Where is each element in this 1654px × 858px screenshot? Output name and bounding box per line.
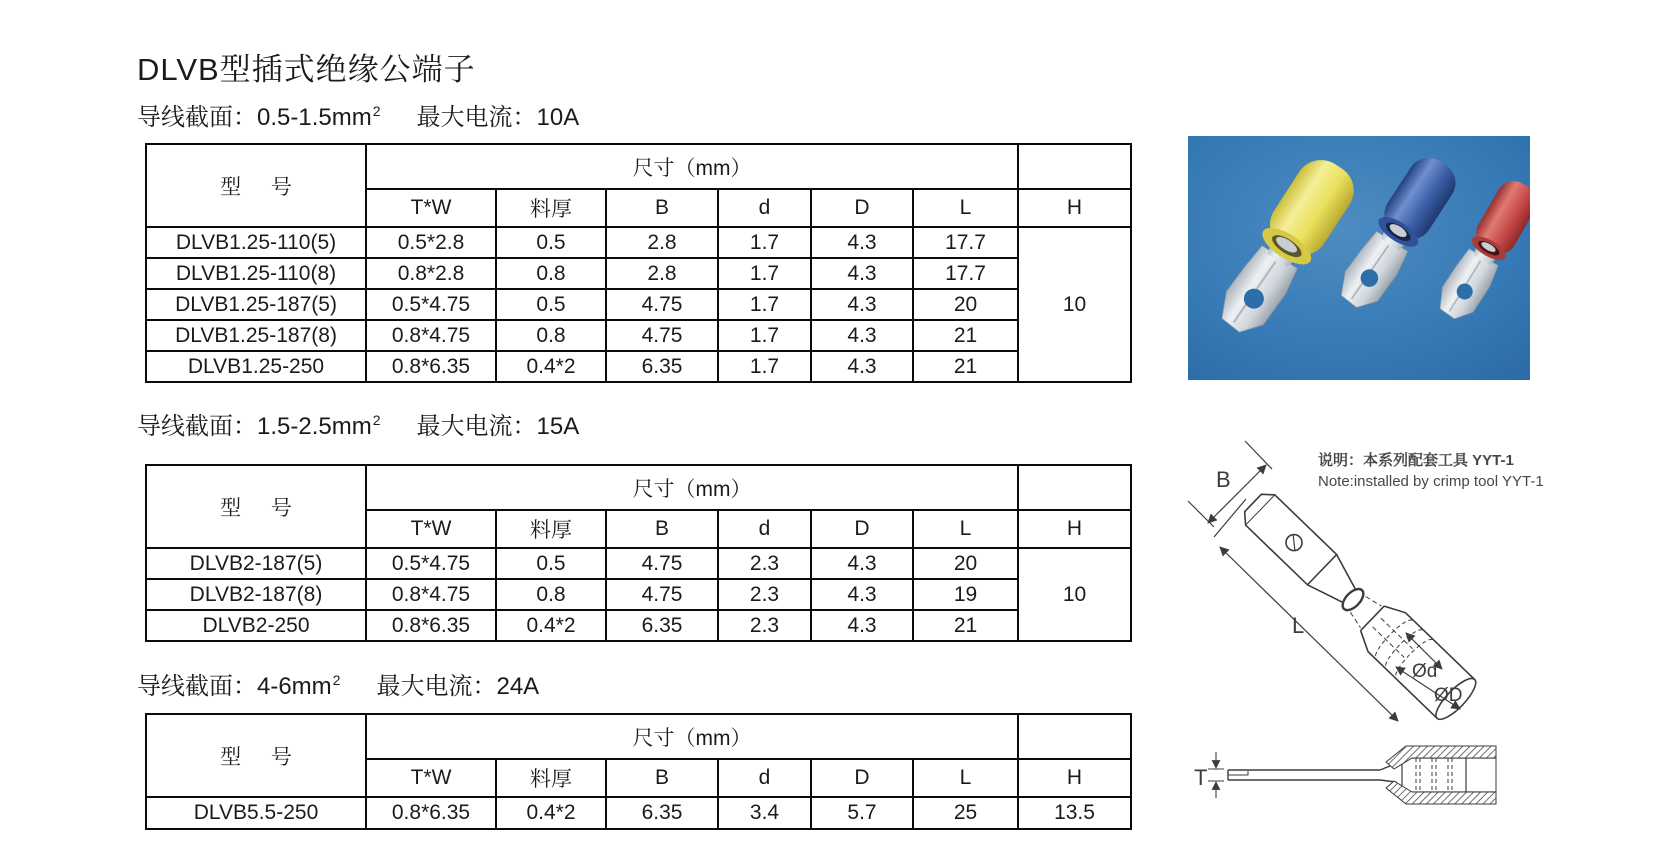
cell-b: 6.35 — [606, 797, 718, 829]
cell-l: 25 — [913, 797, 1018, 829]
table-row — [146, 797, 1131, 829]
cell-d: 2.3 — [718, 548, 811, 579]
cell-l: 20 — [913, 548, 1018, 579]
cell-D: 4.3 — [811, 548, 913, 579]
cell-model: DLVB5.5-250 — [146, 797, 366, 829]
page-title: DLVB型插式绝缘公端子 — [137, 52, 476, 87]
cell-d: 1.7 — [718, 258, 811, 289]
cell-d: 1.7 — [718, 351, 811, 382]
note-line-cn: 说明：本系列配套工具 YYT-1 — [1318, 452, 1514, 469]
spec-table-1 — [145, 143, 1132, 383]
dim-label-b: B — [1216, 467, 1231, 492]
header-d: d — [718, 759, 811, 797]
header-h: H — [1018, 510, 1131, 548]
header-b: B — [606, 510, 718, 548]
cell-b: 2.8 — [606, 258, 718, 289]
header-size-mm: 尺寸（mm） — [366, 465, 1018, 510]
header-l: L — [913, 759, 1018, 797]
header-D: D — [811, 759, 913, 797]
header-b: B — [606, 759, 718, 797]
header-model: 型 号 — [146, 714, 366, 797]
spec-wire-section: 导线截面：0.5-1.5mm — [137, 104, 372, 131]
table-row — [146, 610, 1131, 641]
table-row — [146, 548, 1131, 579]
cell-d: 2.3 — [718, 579, 811, 610]
cell-D: 4.3 — [811, 579, 913, 610]
cell-b: 6.35 — [606, 351, 718, 382]
table-row — [146, 289, 1131, 320]
cell-thickness: 0.5 — [496, 227, 606, 258]
header-l: L — [913, 510, 1018, 548]
spec-line-1 — [137, 97, 579, 132]
spec-line-3 — [137, 666, 539, 701]
cell-tw: 0.8*2.8 — [366, 258, 496, 289]
cell-model: DLVB2-187(5) — [146, 548, 366, 579]
table-row — [146, 227, 1131, 258]
header-thickness: 料厚 — [496, 510, 606, 548]
cell-D: 4.3 — [811, 258, 913, 289]
table-header-row — [146, 144, 1131, 189]
header-model: 型 号 — [146, 144, 366, 227]
header-model: 型 号 — [146, 465, 366, 548]
dim-label-l: L — [1292, 613, 1305, 638]
dim-label-t: T — [1194, 765, 1208, 790]
cell-D: 4.3 — [811, 351, 913, 382]
cell-model: DLVB1.25-110(5) — [146, 227, 366, 258]
header-thickness: 料厚 — [496, 759, 606, 797]
cell-h: 13.5 — [1018, 797, 1131, 829]
cell-D: 4.3 — [811, 320, 913, 351]
cell-thickness: 0.4*2 — [496, 797, 606, 829]
cell-thickness: 0.4*2 — [496, 610, 606, 641]
table-row — [146, 579, 1131, 610]
cell-b: 2.8 — [606, 227, 718, 258]
spec-superscript: 2 — [332, 672, 341, 688]
spec-line-2 — [137, 406, 579, 441]
header-l: L — [913, 189, 1018, 227]
spec-max-current: 最大电流：10A — [416, 104, 580, 131]
spec-table-2 — [145, 464, 1132, 642]
cell-l: 21 — [913, 351, 1018, 382]
cell-b: 4.75 — [606, 320, 718, 351]
cell-b: 4.75 — [606, 579, 718, 610]
header-spacer — [1018, 144, 1131, 189]
cell-D: 4.3 — [811, 610, 913, 641]
cell-l: 20 — [913, 289, 1018, 320]
table-row — [146, 258, 1131, 289]
cell-model: DLVB2-187(8) — [146, 579, 366, 610]
header-spacer — [1018, 465, 1131, 510]
product-photo — [1188, 136, 1530, 380]
section-outline — [1228, 758, 1496, 792]
table-row — [146, 320, 1131, 351]
cell-tw: 0.8*6.35 — [366, 351, 496, 382]
cell-d: 1.7 — [718, 227, 811, 258]
spec-max-current: 最大电流：24A — [376, 673, 540, 700]
thickness-dimension — [1208, 752, 1224, 798]
cell-l: 17.7 — [913, 258, 1018, 289]
cell-d: 1.7 — [718, 289, 811, 320]
dim-label-od-small: Ød — [1412, 661, 1438, 682]
spec-max-current: 最大电流：15A — [416, 413, 580, 440]
cell-thickness: 0.5 — [496, 289, 606, 320]
cell-model: DLVB1.25-187(5) — [146, 289, 366, 320]
cell-D: 4.3 — [811, 289, 913, 320]
cell-tw: 0.8*6.35 — [366, 797, 496, 829]
cell-tw: 0.8*6.35 — [366, 610, 496, 641]
cell-l: 19 — [913, 579, 1018, 610]
cell-b: 6.35 — [606, 610, 718, 641]
dim-label-od-big: ØD — [1434, 685, 1463, 706]
table-header-row — [146, 465, 1131, 510]
spec-wire-section: 导线截面：1.5-2.5mm — [137, 413, 372, 440]
cell-D: 5.7 — [811, 797, 913, 829]
cell-thickness: 0.8 — [496, 258, 606, 289]
header-D: D — [811, 189, 913, 227]
cell-thickness: 0.4*2 — [496, 351, 606, 382]
cell-b: 4.75 — [606, 548, 718, 579]
cell-d: 3.4 — [718, 797, 811, 829]
header-h: H — [1018, 189, 1131, 227]
cell-model: DLVB1.25-250 — [146, 351, 366, 382]
cell-model: DLVB2-250 — [146, 610, 366, 641]
spec-table-3 — [145, 713, 1132, 830]
header-d: d — [718, 510, 811, 548]
cell-model: DLVB1.25-187(8) — [146, 320, 366, 351]
cell-d: 2.3 — [718, 610, 811, 641]
terminal-section-diagram — [1150, 712, 1530, 832]
cell-tw: 0.5*4.75 — [366, 289, 496, 320]
table-header-row — [146, 714, 1131, 759]
cell-D: 4.3 — [811, 227, 913, 258]
cell-h-merged: 10 — [1018, 227, 1131, 382]
cell-l: 21 — [913, 610, 1018, 641]
cell-tw: 0.8*4.75 — [366, 579, 496, 610]
cell-l: 21 — [913, 320, 1018, 351]
cell-tw: 0.8*4.75 — [366, 320, 496, 351]
header-b: B — [606, 189, 718, 227]
header-tw: T*W — [366, 510, 496, 548]
cell-tw: 0.5*4.75 — [366, 548, 496, 579]
cell-h-merged: 10 — [1018, 548, 1131, 641]
cell-b: 4.75 — [606, 289, 718, 320]
cell-thickness: 0.8 — [496, 320, 606, 351]
header-d: d — [718, 189, 811, 227]
cell-d: 1.7 — [718, 320, 811, 351]
cell-tw: 0.5*2.8 — [366, 227, 496, 258]
header-spacer — [1018, 714, 1131, 759]
header-size-mm: 尺寸（mm） — [366, 144, 1018, 189]
header-thickness: 料厚 — [496, 189, 606, 227]
spec-superscript: 2 — [372, 412, 381, 428]
header-D: D — [811, 510, 913, 548]
note-line-en: Note:installed by crimp tool YYT-1 — [1318, 473, 1544, 490]
header-size-mm: 尺寸（mm） — [366, 714, 1018, 759]
terminal-isometric-diagram — [1150, 425, 1520, 725]
spec-wire-section: 导线截面：4-6mm — [137, 673, 332, 700]
table-row — [146, 351, 1131, 382]
cell-l: 17.7 — [913, 227, 1018, 258]
spec-superscript: 2 — [372, 103, 381, 119]
cell-thickness: 0.8 — [496, 579, 606, 610]
header-tw: T*W — [366, 759, 496, 797]
cell-model: DLVB1.25-110(8) — [146, 258, 366, 289]
header-h: H — [1018, 759, 1131, 797]
header-tw: T*W — [366, 189, 496, 227]
cell-thickness: 0.5 — [496, 548, 606, 579]
